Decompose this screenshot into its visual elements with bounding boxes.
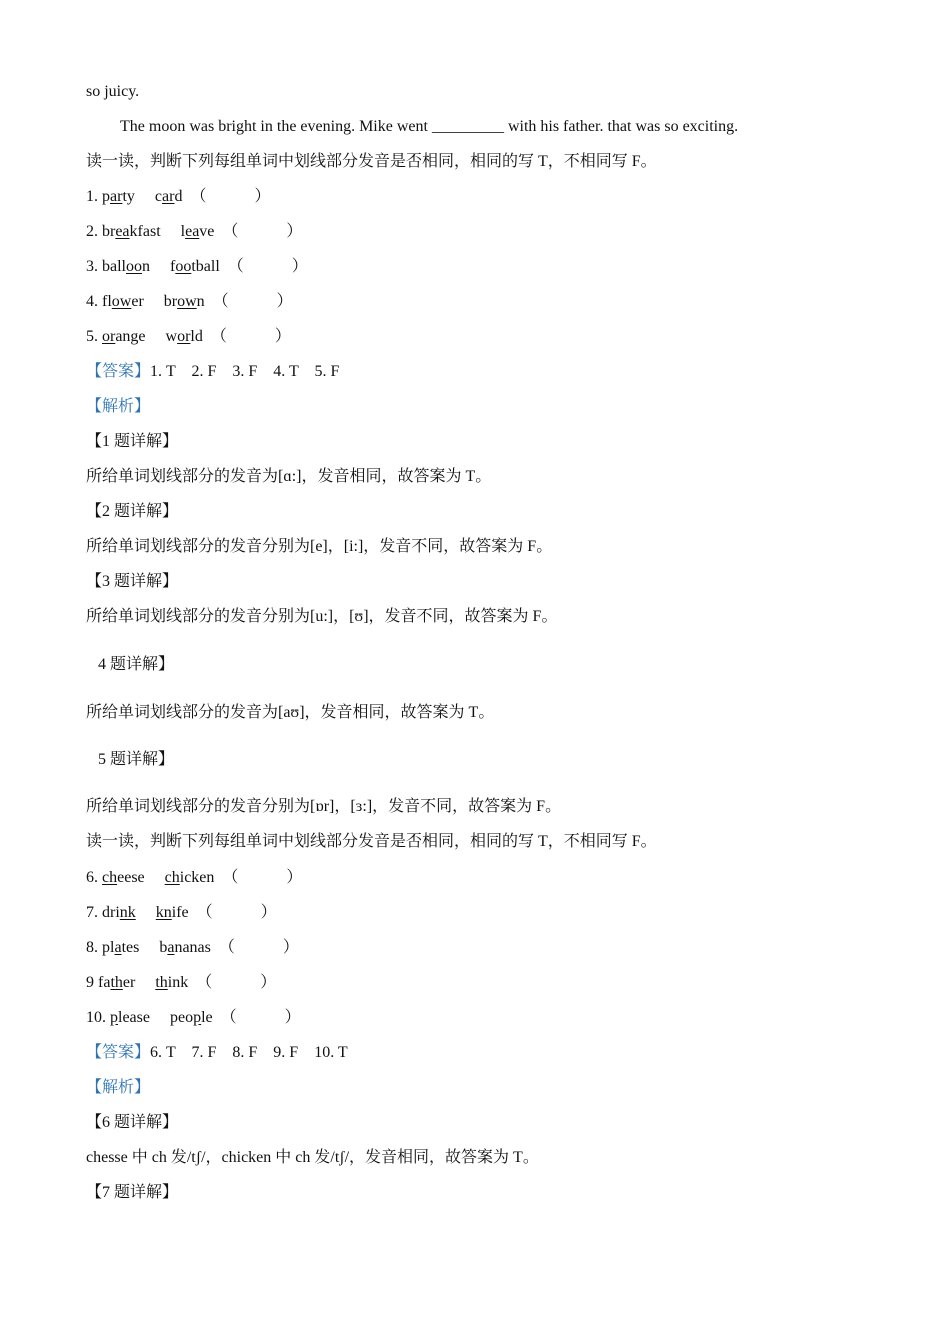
word2-underlined: th [155,974,168,991]
word2-underlined: kn [155,904,172,921]
answer-blank: （ ） [222,223,303,240]
word2-underlined: p [193,1009,202,1026]
question-number: 3. [86,258,98,275]
answer-b [86,1043,348,1063]
word2-part: peo [169,1009,194,1026]
word2-part: tball [191,258,220,275]
word2-part: ve [199,223,215,240]
answer-blank: （ ） [210,328,291,345]
word2-part: ife [171,904,189,921]
detail4-head: 4 题详解】 [98,656,175,673]
detail5-head: 5 题详解】 [98,751,175,768]
answer-blank: （ ） [218,939,299,956]
word1-underlined: p [110,1009,118,1026]
word1-underlined: oo [126,258,142,275]
word1-part: lease [118,1009,150,1026]
word1-part: ange [115,328,146,345]
analysis-label-b: 【解析】 [86,1079,151,1096]
answer-a-label: 【答案】 [86,363,151,380]
word2-underlined: or [177,328,191,345]
word-pair-row [86,868,302,888]
detail7-head: 【7 题详解】 [86,1184,179,1201]
answer-blank: （ ） [220,1009,301,1026]
word2-part: br [163,293,178,310]
word-pair-row [86,257,308,277]
answer-blank: （ ） [227,258,308,275]
word2-underlined: ea [185,223,200,240]
word-pair-row [86,292,293,312]
detail2-text: 所给单词划线部分的发音分别为[e]，[i:]，发音不同，故答案为 F。 [86,538,553,555]
word-pair-row [86,187,270,207]
detail1-head: 【1 题详解】 [86,433,179,450]
word2-part: icken [179,869,215,886]
analysis-label-a: 【解析】 [86,398,151,415]
answer-a-text: 1. T 2. F 3. F 4. T 5. F [150,363,340,380]
word1-part: ty [122,188,135,205]
word-pair-row [86,938,299,958]
word1-part: fa [98,974,111,991]
word2-part: c [154,188,162,205]
instruction-a: 读一读，判断下列每组单词中划线部分发音是否相同，相同的写 T，不相同写 F。 [86,153,657,170]
word2-part: ld [190,328,203,345]
word1-part: fl [102,293,112,310]
word-pair-row [86,973,276,993]
question-number: 4. [86,293,98,310]
word2-part: b [159,939,168,956]
detail6-text: chesse 中 ch 发/tʃ/，chicken 中 ch 发/tʃ/，发音相同，故答案为 T。 [86,1149,539,1166]
word-pair-row [86,222,302,242]
answer-blank: （ ） [212,293,293,310]
word1-part: ball [102,258,126,275]
word1-part: pl [102,939,115,956]
word1-part: tes [121,939,140,956]
word1-part: br [102,223,116,240]
word1-underlined: ch [102,869,118,886]
word2-part: l [180,223,186,240]
word1-underlined: ow [111,293,132,310]
word1-part: eese [117,869,145,886]
detail3-text: 所给单词划线部分的发音分别为[u:]，[ʊ]，发音不同，故答案为 F。 [86,608,558,625]
word2-underlined: ow [177,293,197,310]
answer-blank: （ ） [196,904,277,921]
detail5-text: 所给单词划线部分的发音分别为[ɒr]，[ɜ:]，发音不同，故答案为 F。 [86,798,562,815]
word1-underlined: ea [115,223,130,240]
word2-part: nanas [174,939,211,956]
word2-underlined: ar [162,188,175,205]
word2-underlined: ch [164,869,180,886]
word2-part: ink [167,974,189,991]
word1-underlined: nk [119,904,136,921]
word2-underlined: a [167,939,175,956]
answer-blank: （ ） [196,974,277,991]
question-number: 5. [86,328,98,345]
question-number: 1. [86,188,98,205]
word2-part: n [196,293,205,310]
question-number: 9 [86,974,94,991]
detail3-head: 【3 题详解】 [86,573,179,590]
detail1-text: 所给单词划线部分的发音为[ɑ:]，发音相同，故答案为 T。 [86,468,492,485]
word-pair-row [86,1008,301,1028]
detail4-text: 所给单词划线部分的发音为[aʊ]，发音相同，故答案为 T。 [86,704,495,721]
instruction-b: 读一读，判断下列每组单词中划线部分发音是否相同，相同的写 T，不相同写 F。 [86,833,657,850]
word1-underlined: a [114,939,122,956]
answer-b-label: 【答案】 [86,1044,151,1061]
question-number: 2. [86,223,98,240]
moon-sentence: The moon was bright in the evening. Mike went _________ with his father. that was so exciting. [120,118,739,135]
word1-part: kfast [129,223,161,240]
word2-part: d [174,188,183,205]
word1-part: dri [102,904,120,921]
word-pair-row [86,903,277,923]
word1-part: er [131,293,144,310]
question-number: 10. [86,1009,106,1026]
question-number: 7. [86,904,98,921]
word1-underlined: th [110,974,123,991]
word1-part: er [122,974,136,991]
word2-part: f [170,258,176,275]
detail6-head: 【6 题详解】 [86,1114,179,1131]
word1-underlined: ar [110,188,123,205]
word1-part: n [142,258,150,275]
word2-underlined: oo [175,258,192,275]
word-pair-row [86,327,291,347]
word2-part: w [165,328,178,345]
word1-underlined: or [102,328,116,345]
question-number: 6. [86,869,98,886]
answer-blank: （ ） [190,188,271,205]
word1-part: p [102,188,110,205]
answer-blank: （ ） [222,869,303,886]
answer-a [86,362,339,382]
word2-part: le [201,1009,213,1026]
answer-b-text: 6. T 7. F 8. F 9. F 10. T [150,1044,348,1061]
detail2-head: 【2 题详解】 [86,503,179,520]
intro-tail: so juicy. [86,83,140,100]
question-number: 8. [86,939,98,956]
